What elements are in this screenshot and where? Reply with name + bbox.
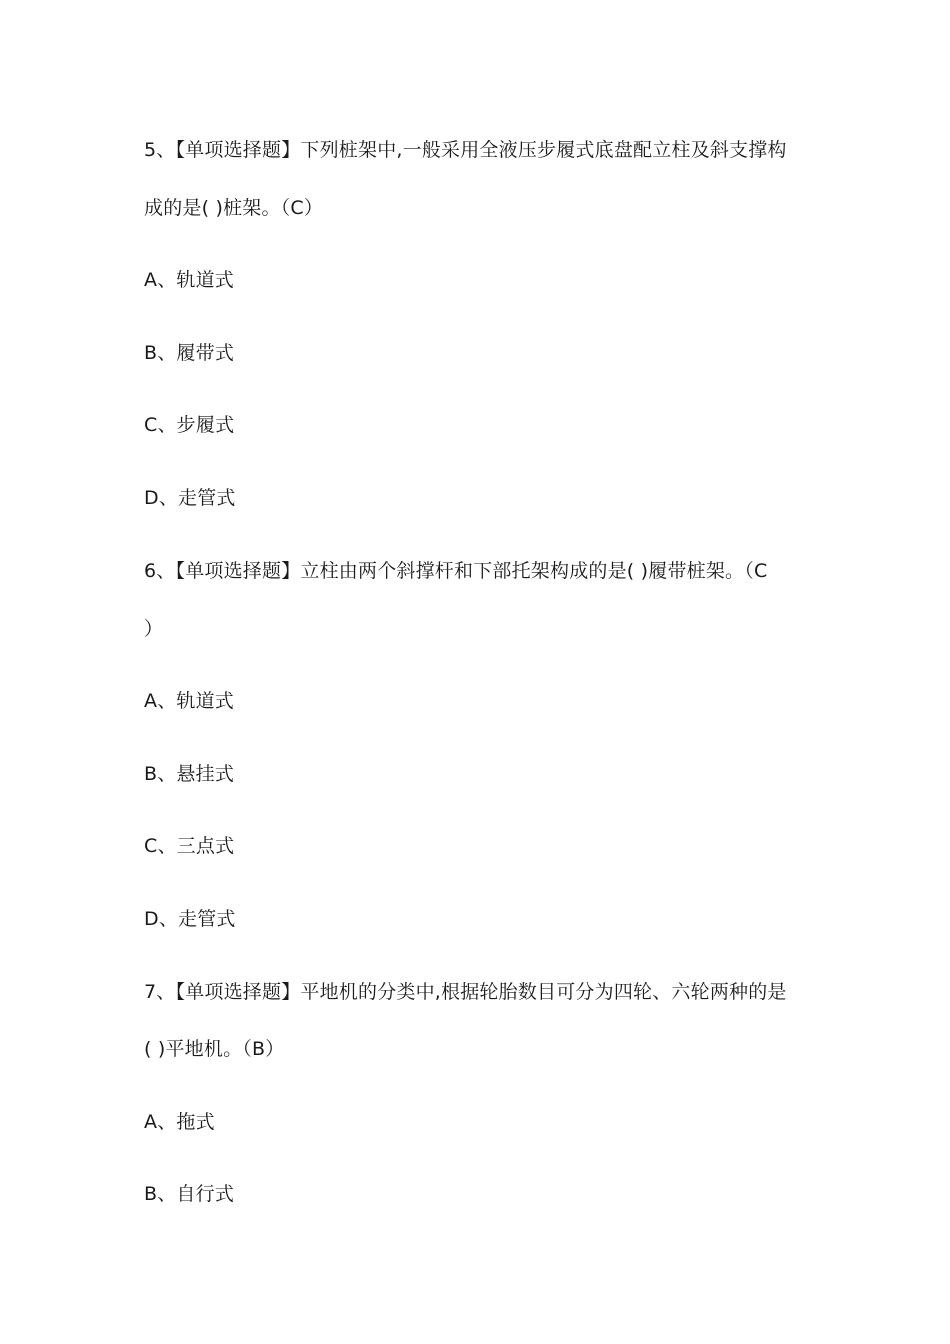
question-6-option-c: C、三点式 (144, 835, 235, 857)
question-6-stem-line-1: 6、【单项选择题】立柱由两个斜撑杆和下部托架构成的是( )履带桩架。（C (144, 560, 768, 582)
question-5-option-c: C、步履式 (144, 414, 235, 436)
question-7-option-b: B、自行式 (144, 1183, 235, 1205)
question-5-option-d: D、走管式 (144, 487, 236, 509)
question-6-stem-line-2: ） (144, 618, 164, 640)
question-6-option-a: A、轨道式 (144, 690, 234, 712)
question-7-stem-line-2: ( )平地机。（B） (144, 1038, 285, 1060)
question-7-stem-line-1: 7、【单项选择题】平地机的分类中,根据轮胎数目可分为四轮、六轮两种的是 (144, 981, 787, 1003)
question-5-option-a: A、轨道式 (144, 269, 234, 291)
question-6-option-b: B、悬挂式 (144, 763, 235, 785)
question-5-option-b: B、履带式 (144, 342, 235, 364)
question-6-option-d: D、走管式 (144, 908, 236, 930)
question-5-stem-line-1: 5、【单项选择题】下列桩架中,一般采用全液压步履式底盘配立柱及斜支撑构 (144, 139, 787, 161)
question-7-option-a: A、拖式 (144, 1111, 215, 1133)
question-5-stem-line-2: 成的是( )桩架。（C） (144, 197, 324, 219)
